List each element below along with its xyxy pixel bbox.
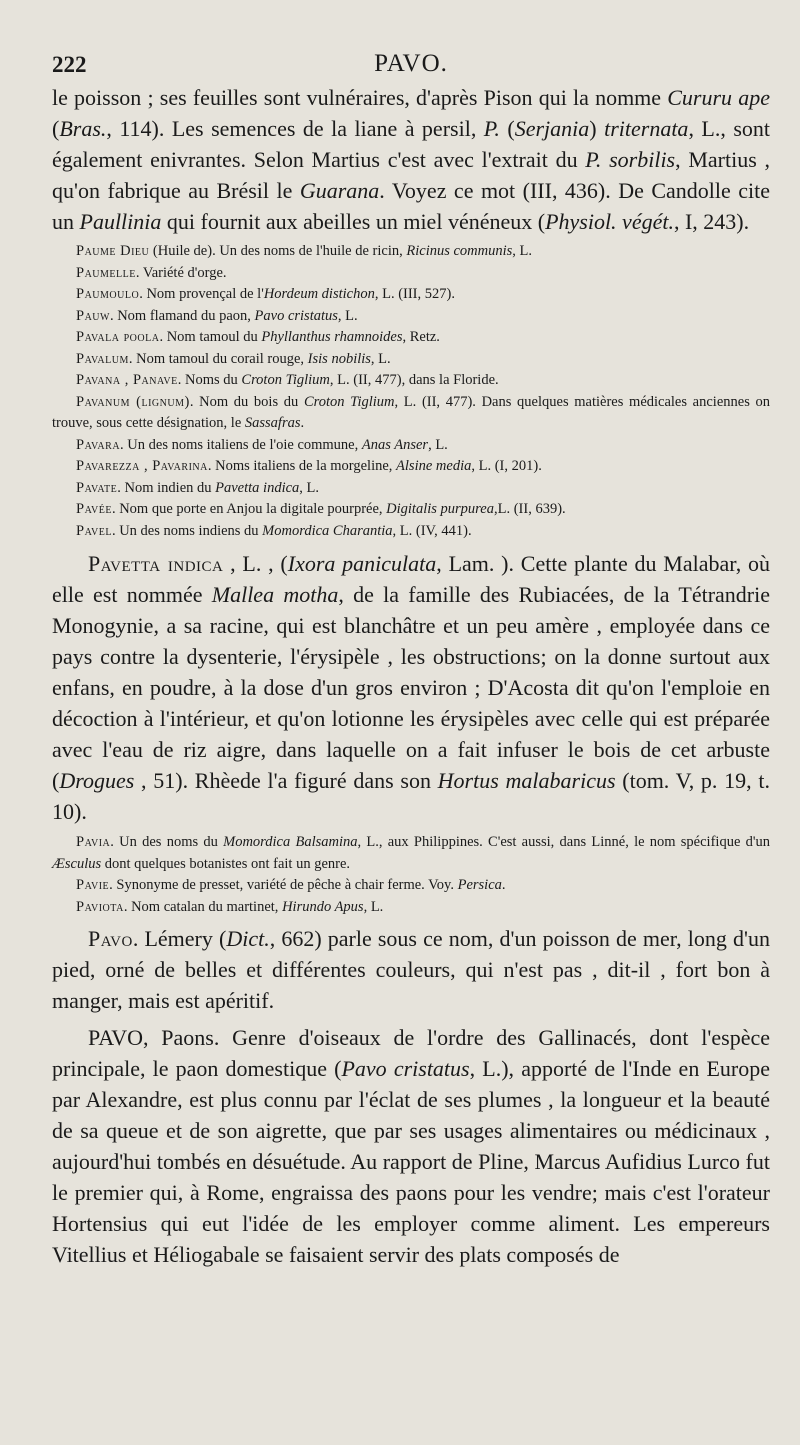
italic-run: Guarana: [299, 178, 380, 203]
text-run: . Noms italiens de la morgeline,: [207, 458, 397, 474]
italic-run: Drogues: [59, 768, 135, 793]
entry-list-pavia-paviota: [52, 832, 770, 918]
entry-headword: PAVO: [88, 1025, 144, 1050]
dictionary-entry: [52, 897, 770, 919]
italic-run: Persica: [457, 877, 502, 893]
paragraph-pavo-lemery: [52, 923, 770, 1016]
italic-run: Ixora paniculata: [287, 551, 437, 576]
dictionary-entry: [52, 456, 770, 478]
text-run: . Nom du bois du: [189, 393, 304, 410]
dictionary-entry: [52, 370, 770, 392]
text-run: . Nom indien du: [117, 479, 216, 496]
text-run: . Un des noms du: [110, 834, 224, 850]
entry-headword: Pavana , Panave: [76, 372, 178, 388]
text-run: , L. (I, 201).: [471, 458, 542, 474]
italic-run: Hirundo Apus: [282, 898, 364, 915]
dictionary-entry: [52, 478, 770, 500]
entry-headword: Pavie: [76, 877, 110, 893]
italic-run: Dict.: [226, 926, 270, 951]
text-run: (: [52, 116, 60, 141]
text-run: . Nom que porte en Anjou la digitale pourprée,: [111, 501, 387, 517]
text-run: , L., sont également enivrantes. Selon Martius c'est avec l'extrait du: [52, 116, 771, 172]
text-run: , L.: [428, 436, 448, 453]
text-run: . Variété d'orge.: [135, 264, 227, 281]
italic-run: Pavo cristatus: [341, 1056, 470, 1081]
entry-headword: Pavetta indica: [88, 551, 224, 576]
entry-headword: Pavala poola: [76, 329, 160, 345]
text-run: , L.: [363, 898, 384, 915]
italic-run: Digitalis purpurea: [386, 501, 494, 517]
dictionary-entry: [52, 499, 770, 521]
text-run: le poisson ; ses feuilles sont vulnéraires, d'après Pison qui la nomme: [52, 85, 668, 110]
entry-headword: Pavo: [88, 926, 133, 951]
entry-headword: Pavel: [76, 522, 112, 539]
text-run: . Nom catalan du martinet,: [123, 898, 283, 915]
text-run: . Nom tamoul du corail rouge,: [128, 350, 308, 367]
text-run: , Lam. ). Cette plante du Malabar, où elle est nommée: [52, 551, 770, 607]
dictionary-entry: [52, 435, 770, 457]
italic-run: Hordeum distichon: [263, 286, 375, 302]
text-run: , L. (II, 477). Dans quelques matières médicales anciennes on trouve, sous cette désignation, le: [52, 393, 771, 431]
italic-run: Paullinia: [79, 209, 162, 234]
text-run: , L.: [337, 307, 358, 324]
italic-run: Æsculus: [52, 855, 102, 872]
entry-headword: Paume Dieu: [76, 243, 150, 259]
text-run: , L.: [512, 243, 533, 259]
entry-headword: Paumoulo: [76, 286, 140, 302]
dictionary-entry: [52, 284, 770, 306]
text-run: . Nom flamand du paon,: [109, 307, 255, 324]
dictionary-entry: [52, 875, 770, 897]
entry-headword: Pavalum: [76, 350, 129, 367]
text-run: , 51). Rhèede l'a figuré dans son: [134, 768, 438, 793]
text-run: , Martius , qu'on fabrique au Brésil le: [52, 147, 770, 203]
dictionary-entry: [52, 306, 770, 328]
text-run: . Nom tamoul du: [159, 329, 262, 345]
paragraph-pavo-genre: [52, 1022, 770, 1270]
italic-run: Mallea motha: [211, 582, 339, 607]
text-run: , L.), apporté de l'Inde en Europe par Alexandre, est plus connu par l'éclat de ses plumes , la longueur et la beauté de sa queue et de son aigrette, que par ses usages alimentaires ou médicinaux , aujourd'hui tombés en désuétude. Au rapport de Pline, Marcus Aufidius Lurco fut le premier qui, à Rome, engraissa des paons pour les vendre; mais c'est l'orateur Hortensius qui eut l'idée de les employer comme aliment. Les empereurs Vitellius et Héliogabale se faisaient servir des plats composés de: [52, 1056, 770, 1267]
text-run: . Un des noms indiens du: [111, 522, 263, 539]
text-run: , L. (III, 527).: [374, 286, 455, 302]
text-run: , L.: [370, 350, 391, 367]
text-run: dont quelques botanistes ont fait un genre.: [101, 855, 351, 872]
running-title: PAVO.: [374, 50, 448, 77]
italic-run: P.: [483, 116, 500, 141]
text-run: , L.: [299, 479, 320, 496]
italic-run: Croton Tiglium: [241, 372, 330, 388]
italic-run: triternata: [604, 116, 689, 141]
italic-run: P. sorbilis: [585, 147, 676, 172]
paragraph-paullinia: [52, 82, 770, 237]
italic-run: Isis nobilis: [307, 350, 371, 367]
text-run: , L. (II, 477), dans la Floride.: [329, 372, 499, 388]
text-run: , 662) parle sous ce nom, d'un poisson de mer, long d'un pied, orné de belles et différentes couleurs, qui n'est pas , dit-il , fort bon à manger, mais est apéritif.: [52, 926, 771, 1013]
entry-headword: Pavée: [76, 501, 112, 517]
text-run: , I, 243).: [673, 209, 750, 234]
text-run: , L. , (: [223, 551, 288, 576]
italic-run: Bras.: [59, 116, 107, 141]
text-run: , Retz.: [402, 329, 440, 345]
text-run: . Voyez ce mot (III, 436). De Candolle cite un: [52, 178, 771, 234]
italic-run: Serjania: [514, 116, 590, 141]
italic-run: Phyllanthus rhamnoides: [261, 329, 403, 345]
italic-run: Pavetta indica: [215, 479, 300, 496]
dictionary-entry: [52, 327, 770, 349]
entry-headword: Pavara: [76, 436, 121, 453]
text-run: (: [499, 116, 515, 141]
entry-headword: Paumelle: [76, 264, 136, 281]
text-run: , de la famille des Rubiacées, de la Tétrandrie Monogynie, a sa racine, qui est blanchâtre et un peu amère , employée dans ce pays contre la dysenterie, l'érysipèle , les obstructions; on la donne surtout aux enfans, en poudre, à la dose d'un gros environ ; D'Acosta dit qu'on l'emploie en décoction à l'intérieur, et qu'on lotionne les érysipèles avec celle qui est préparée avec l'eau de riz aigre, dans laquelle on a fait infuser le bois de cet arbuste (: [52, 582, 770, 793]
page-header: [52, 52, 770, 82]
dictionary-entry: [52, 241, 770, 263]
italic-run: Croton Tiglium: [303, 393, 395, 410]
text-run: (tom. V, p. 19, t. 10).: [52, 768, 770, 824]
text-run: ): [589, 116, 605, 141]
text-run: , L. (IV, 441).: [392, 522, 472, 539]
entry-headword: Pauw: [76, 307, 110, 324]
entry-headword: Pavanum (lignum): [76, 393, 190, 410]
italic-run: Momordica Balsamina: [223, 834, 358, 850]
entry-headword: Paviota: [76, 898, 124, 915]
text-run: (Huile de). Un des noms de l'huile de ricin,: [149, 243, 407, 259]
entry-headword: Pavate: [76, 479, 118, 496]
italic-run: Sassafras: [244, 415, 301, 431]
dictionary-entry: [52, 349, 770, 371]
italic-run: Ricinus communis: [406, 243, 513, 259]
text-run: , Paons. Genre d'oiseaux de l'ordre des Gallinacés, dont l'espèce principale, le paon domestique (: [52, 1025, 770, 1081]
italic-run: Hortus malabaricus: [437, 768, 616, 793]
text-run: ,L. (II, 639).: [493, 501, 566, 517]
text-run: . Noms du: [177, 372, 242, 388]
italic-run: Momordica Charantia: [262, 522, 393, 539]
text-run: . Nom provençal de l': [139, 286, 264, 302]
text-run: , 114). Les semences de la liane à persil,: [106, 116, 484, 141]
page-number: 222: [52, 52, 87, 77]
italic-run: Cururu ape: [667, 85, 770, 110]
paragraph-pavetta-indica: [52, 548, 770, 827]
text-run: qui fournit aux abeilles un miel vénéneux (: [161, 209, 546, 234]
text-run: . Synonyme de presset, variété de pêche à chair ferme. Voy.: [109, 877, 458, 893]
text-run: .: [300, 415, 305, 431]
italic-run: Physiol. végét.: [545, 209, 674, 234]
dictionary-entry: [52, 263, 770, 285]
entry-headword: Pavia: [76, 834, 111, 850]
dictionary-entry: [52, 832, 770, 875]
entry-list-paume-pavel: [52, 241, 770, 542]
dictionary-entry: [52, 392, 770, 435]
italic-run: Alsine media: [396, 458, 472, 474]
text-run: . Lémery (: [132, 926, 227, 951]
italic-run: Anas Anser: [361, 436, 429, 453]
text-run: . Un des noms italiens de l'oie commune,: [120, 436, 362, 453]
italic-run: Pavo cristatus: [254, 307, 338, 324]
text-run: , L., aux Philippines. C'est aussi, dans Linné, le nom spécifique d'un: [357, 834, 770, 850]
dictionary-entry: [52, 521, 770, 543]
text-run: .: [501, 877, 506, 893]
entry-headword: Pavarezza , Pavarina: [76, 458, 208, 474]
